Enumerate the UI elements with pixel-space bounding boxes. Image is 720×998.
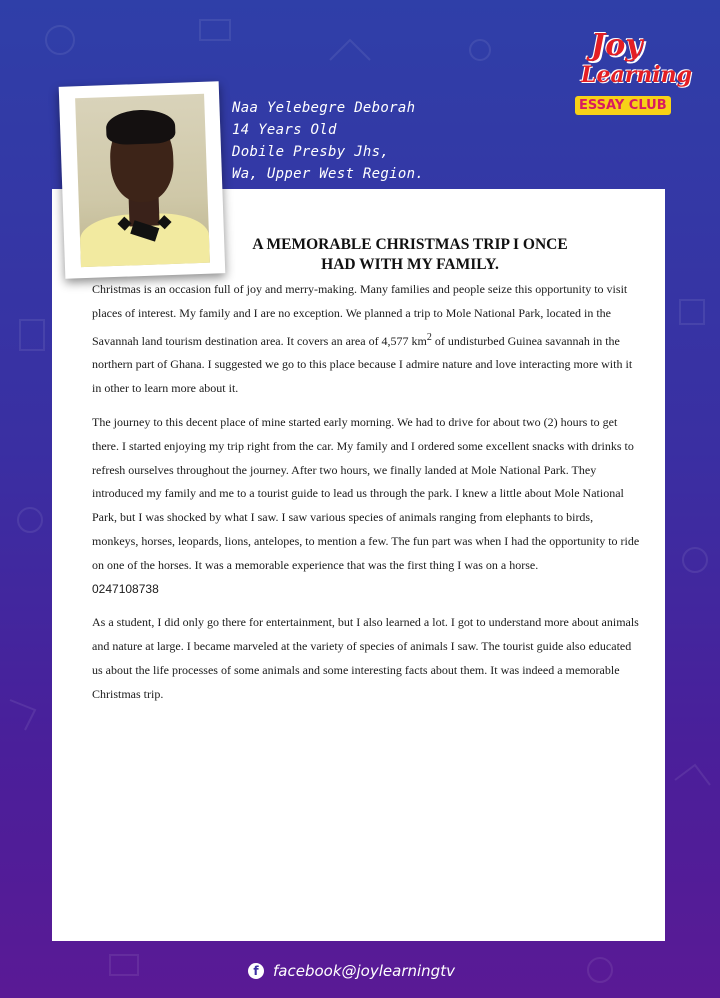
facebook-handle[interactable]: facebook@joylearningtv [273,962,455,980]
joy-learning-essay-club-logo [575,28,693,128]
essay-p2-text: The journey to this decent place of mine started early morning. We had to drive for about two (2) hours to get there. I started enjoying my trip right from the car. My family and I ordered some excellent snacks with drinks to refresh ourselves throughout the journey. After two hours, we finally landed at Mole National Park. They introduced my family and me to a tourist guide to lead us through the park. I knew a little about Mole National Park, but I was shocked by what I saw. I saw various species of animals ranging from elephants to birds, monkeys, horses, leopards, lions, antelopes, to mention a few. The fun part was when I had the opportunity to ride on one of the horses. It was a memorable experience that was the first thing I was on a horse. [92,414,640,572]
essay-title-line1: A MEMORABLE CHRISTMAS TRIP I ONCE [252,236,568,253]
essay-p1-text-b: of undisturbed Guinea savannah in the northern part of Ghana. I suggested we go to this place because I admire nature and love interacting more with it in other to learn more about it. [92,333,633,396]
footer-facebook[interactable] [248,960,455,982]
facebook-icon: f [248,963,264,979]
essay-p1-text-a: Christmas is an occasion full of joy and merry-making. Many families and people seize this opportunity to visit places of interest. My family and I are no exception. We planned a trip to Mole National Park, located in the Savannah land tourism destination area. It covers an area of 4,577 km [92,282,628,348]
essay-body [92,278,640,717]
phone-number: 0247108738 [92,581,159,596]
essay-paragraph-3: As a student, I did only go there for entertainment, but I also learned a lot. I got to understand more about animals and nature at large. I became marveled at the variety of species of animals I saw. The tourist guide also educated us about the life processes of some animals and some interesting facts about them. It was indeed a memorable Christmas trip. [92,615,639,701]
essay-title [205,235,615,275]
author-photo-frame [59,81,226,278]
author-info [232,97,424,185]
logo-joy-text: Joy [591,28,643,63]
author-school: Dobile Presby Jhs, [232,144,390,160]
author-name: Naa Yelebegre Deborah [232,100,416,116]
author-location: Wa, Upper West Region. [232,166,425,182]
essay-paragraph-2 [92,411,640,601]
author-age: 14 Years Old [232,122,337,138]
essay-title-line2: HAD WITH MY FAMILY. [321,256,499,273]
logo-learning-text: Learning [581,62,693,88]
author-photo [75,94,210,267]
logo-essay-club-text: ESSAY CLUB [575,96,671,115]
essay-p1-superscript: 2 [426,331,432,343]
essay-paragraph-1 [92,278,640,401]
